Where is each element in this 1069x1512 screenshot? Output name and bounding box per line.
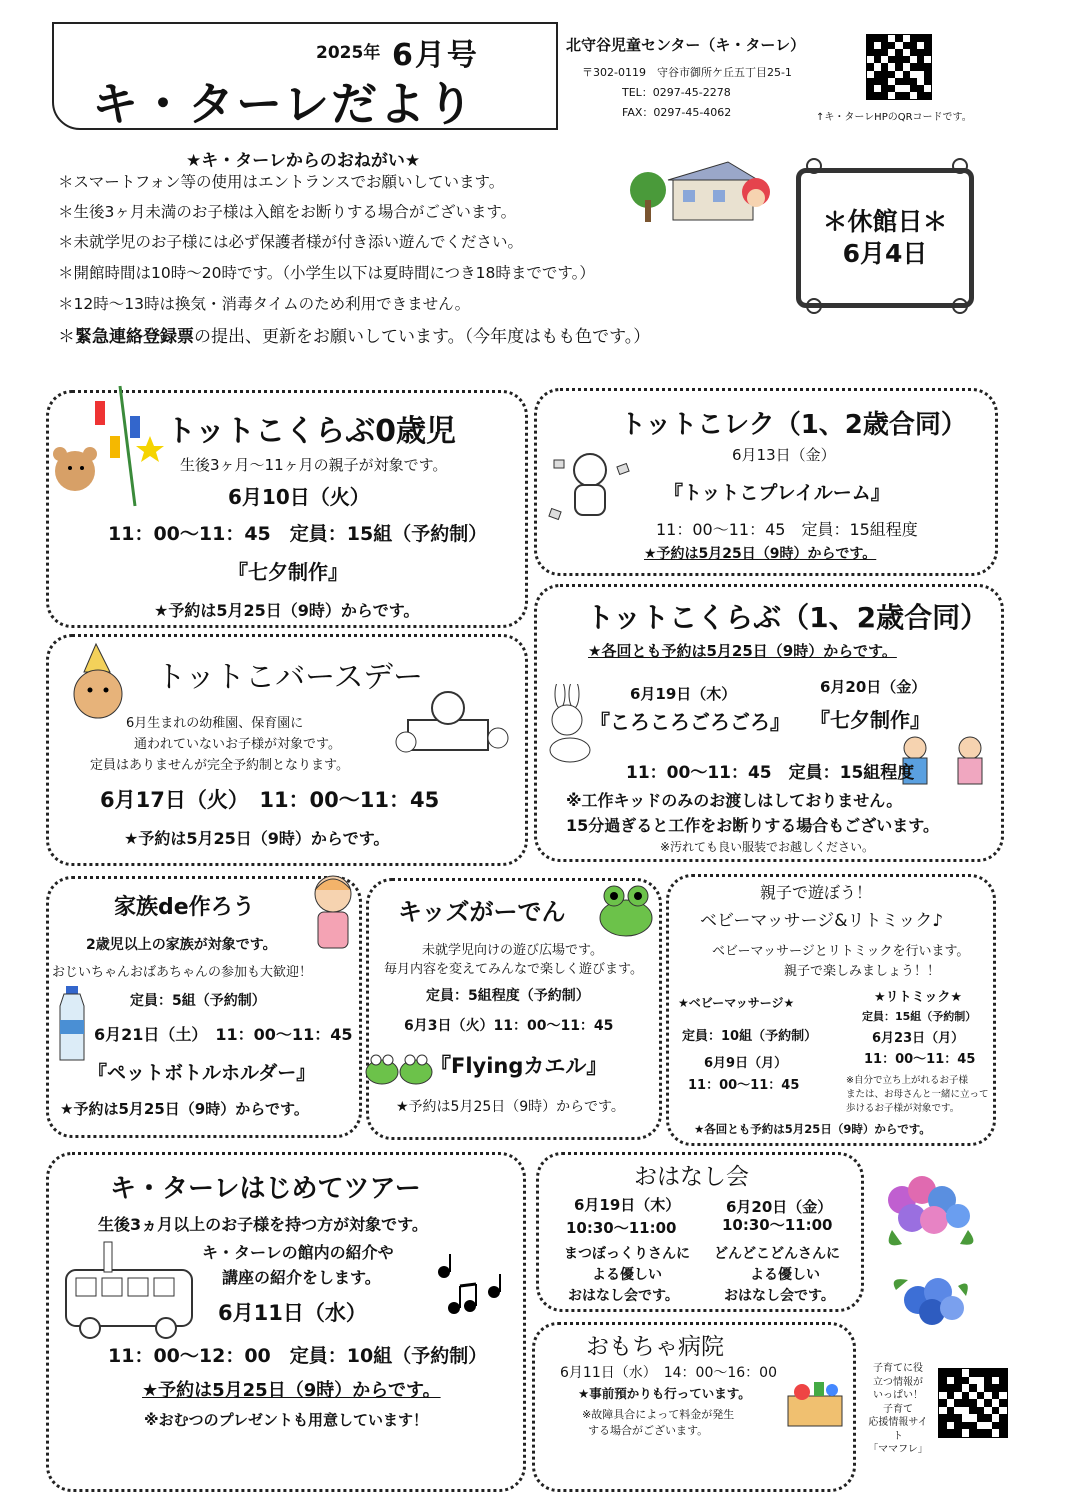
birthday-desc3: 定員はありませんが完全予約制となります。 [90,758,349,773]
mamafure-caption [864,1362,932,1457]
frogs-icon [362,1038,438,1092]
birthday-reserve: ★予約は5月25日（9時）からです。 [124,829,390,848]
mamafure-line: 応援情報サイト [868,1417,928,1442]
club12-activity2: 『七夕制作』 [810,708,930,732]
notice-item: ＊スマートフォン等の使用はエントランスでお願いしています。 [58,173,505,191]
tanabata-bear-icon [40,376,170,516]
board-flower-icon [806,158,822,174]
center-name: 北守谷児童センター（キ・ターレ） [566,36,806,54]
rhythm-capacity: 定員：15組（予約制） [862,1010,977,1023]
family-reserve: ★予約は5月25日（9時）からです。 [60,1100,309,1118]
toy-datetime: 6月11日（水） 14：00～16：00 [560,1365,777,1381]
story-desc1b: よる優しい [592,1267,662,1283]
baby-massage-date: 6月9日（月） [704,1056,788,1071]
mamafure-line: 子育て [883,1403,913,1415]
story-desc1c: おはなし会です。 [568,1288,679,1304]
club12-activity1: 『ころころごろごろ』 [590,710,790,734]
rhythm-note3: 歩けるお子様が対象です。 [846,1103,960,1114]
rhythm-note1: ※自分で立ち上がれるお子様 [846,1075,968,1086]
rec-time: 11：00～11：45 定員：15組程度 [656,520,918,539]
rec-date: 6月13日（金） [732,446,836,464]
birthday-desc1: 6月生まれの幼稚園、保育園に [126,716,304,731]
notice-item: ＊生後3ヶ月未満のお子様は入館をお断りする場合がございます。 [58,203,517,221]
family-target: 2歳児以上の家族が対象です。 [86,937,277,953]
board-flower-icon [952,158,968,174]
massage-title1: 親子で遊ぼう！ [760,883,873,902]
rhythm-time: 11：00～11：45 [864,1052,976,1067]
tour-reserve: ★予約は5月25日（9時）からです。 [142,1380,441,1401]
story-time1: 10:30～11:00 [566,1219,677,1237]
toy-note1: ★事前預かりも行っています。 [578,1386,751,1401]
fax: FAX：0297-45-4062 [622,106,732,119]
birthday-title: トットこバースデー [156,660,423,695]
massage-desc1: ベビーマッサージとリトミックを行います。 [712,944,970,959]
tottoko0-time: 11：00～11：45 定員：15組（予約制） [108,523,488,545]
club12-time: 11：00～11：45 定員：15組程度 [626,763,915,783]
mamafure-line: いっぱい！ [873,1390,923,1401]
story-desc2a: どんどこどんさんに [714,1246,840,1262]
year: 2025年 [316,43,381,63]
notice-item: ＊開館時間は10時～20時です。（小学生以下は夏時間につき18時までです。） [58,264,595,282]
tour-desc1: キ・ターレの館内の紹介や [202,1243,394,1262]
board-flower-icon [952,298,968,314]
building-illustration-icon [628,150,778,230]
family-datetime: 6月21日（土） 11：00～11：45 [94,1025,353,1044]
club12-reserve: ★各回とも予約は5月25日（9時）からです。 [588,642,897,660]
notice-item: ＊12時～13時は換気・消毒タイムのため利用できません。 [58,295,471,313]
telephone: TEL：0297-45-2278 [622,86,731,99]
club12-note3: ※汚れても良い服装でお越しください。 [660,840,875,854]
kids-desc1: 未就学児向けの遊び広場です。 [422,943,603,958]
kids-capacity: 定員：5組程度（予約制） [426,988,590,1004]
family-activity: 『ペットボトルホルダー』 [88,1062,316,1084]
tottoko0-title: トットこくらぶ0歳児 [166,414,456,449]
kids-activity: 『Flyingカエル』 [430,1054,608,1078]
closed-day-board [796,168,974,308]
girl-drinking-icon [298,868,368,958]
notice-item-emergency: ＊緊急連絡登録票の提出、更新をお願いしています。（今年度はもも色です。） [58,327,651,347]
tour-target: 生後3ヵ月以上のお子様を持つ方が対象です。 [98,1215,428,1234]
notices-title: ★キ・ターレからのおねがい★ [186,151,421,171]
family-capacity: 定員：5組（予約制） [130,993,266,1009]
tour-date: 6月11日（水） [218,1301,367,1325]
toy-note2: ※故障具合によって料金が発生 [582,1408,735,1421]
story-desc2c: おはなし会です。 [724,1288,835,1304]
kids-datetime: 6月3日（火）11：00～11：45 [404,1018,614,1034]
tottoko0-date: 6月10日（火） [228,485,370,509]
birthday-desc2: 通われていないお子様が対象です。 [134,737,341,752]
club12-note2: 15分過ぎると工作をお断りする場合もございます。 [566,816,939,835]
toy-note3: する場合がございます。 [588,1424,709,1437]
tottoko0-reserve: ★予約は5月25日（9時）からです。 [154,601,420,620]
hydrangea-icon [872,1160,992,1340]
tour-note: ※おむつのプレゼントも用意しています！ [144,1411,428,1429]
tour-time: 11：00～12：00 定員：10組（予約制） [108,1345,488,1367]
rec-title: トットこレク（1、2歳合同） [620,410,967,440]
rhythm-note2: または、お母さんと一緒に立って [846,1089,989,1100]
baby-massage-time: 11：00～11：45 [688,1078,800,1093]
family-welcome: おじいちゃんおばあちゃんの参加も大歓迎！ [52,965,313,980]
board-flower-icon [806,298,822,314]
mamafure-line: 「ママフレ」 [868,1444,928,1455]
kids-desc2: 毎月内容を変えてみんなで楽しく遊びます。 [384,962,643,977]
story-date2: 6月20日（金） [726,1198,833,1216]
massage-desc2: 親子で楽しみましょう！！ [784,964,941,979]
kids-title: キッズがーでん [398,898,566,926]
issue-number: 6月号 [392,38,479,73]
notice-item: ＊未就学児のお子様には必ず保護者様が付き添い遊んでください。 [58,233,524,251]
club12-date2: 6月20日（金） [820,678,927,696]
tour-title: キ・ターレはじめてツアー [110,1174,421,1204]
mamafure-line: 立つ情報が [873,1376,923,1388]
music-notes-icon [434,1252,514,1322]
mamafure-qr-code-icon[interactable] [938,1368,1008,1438]
story-desc2b: よる優しい [750,1267,820,1283]
closed-label: ＊休館日＊ [822,206,948,236]
qr-note: ↑キ・ターレHPのQRコードです。 [816,112,972,123]
family-title: 家族de作ろう [114,895,255,920]
frog-icon [594,880,658,940]
story-date1: 6月19日（木） [574,1196,681,1214]
rhythm-date: 6月23日（月） [872,1031,965,1046]
toy-title: おもちゃ病院 [586,1334,724,1360]
tottoko0-target: 生後3ヶ月～11ヶ月の親子が対象です。 [180,456,448,474]
massage-reserve: ★各回とも予約は5月25日（9時）からです。 [694,1122,931,1136]
birthday-datetime: 6月17日（火） 11：00～11：45 [100,788,440,812]
rec-reserve: ★予約は5月25日（9時）からです。 [644,546,877,562]
club12-title: トットこくらぶ（1、2歳合同） [586,601,989,634]
story-time2: 10:30～11:00 [722,1216,833,1234]
kids-reserve: ★予約は5月25日（9時）からです。 [396,1099,625,1115]
mamafure-line: 子育てに役 [873,1363,923,1374]
story-desc1a: まつぼっくりさんに [564,1246,690,1262]
rhythm-title: ★リトミック★ [874,990,963,1005]
club12-note1: ※工作キッドのみのお渡しはしておりません。 [566,791,903,810]
story-title: おはなし会 [634,1164,749,1190]
club12-date1: 6月19日（木） [630,685,737,703]
tottoko0-activity: 『七夕制作』 [228,560,348,584]
plastic-bottle-icon [54,984,90,1064]
closed-date: 6月4日 [842,239,928,268]
address: 〒302-0119 守谷市御所ケ丘五丁目25-1 [582,66,792,79]
bus-giraffe-icon [60,1240,196,1340]
kid-playing-icon [540,440,640,540]
homepage-qr-code-icon[interactable] [866,34,932,100]
rec-activity: 『トットこプレイルーム』 [664,482,890,504]
massage-title2: ベビーマッサージ&リトミック♪ [700,911,944,931]
toy-box-icon [782,1372,848,1432]
newsletter-title: キ・ターレだより [92,77,476,131]
tour-desc2: 講座の紹介をします。 [222,1268,381,1287]
baby-massage-title: ★ベビーマッサージ★ [678,996,795,1010]
baby-massage-capacity: 定員：10組（予約制） [682,1029,818,1044]
